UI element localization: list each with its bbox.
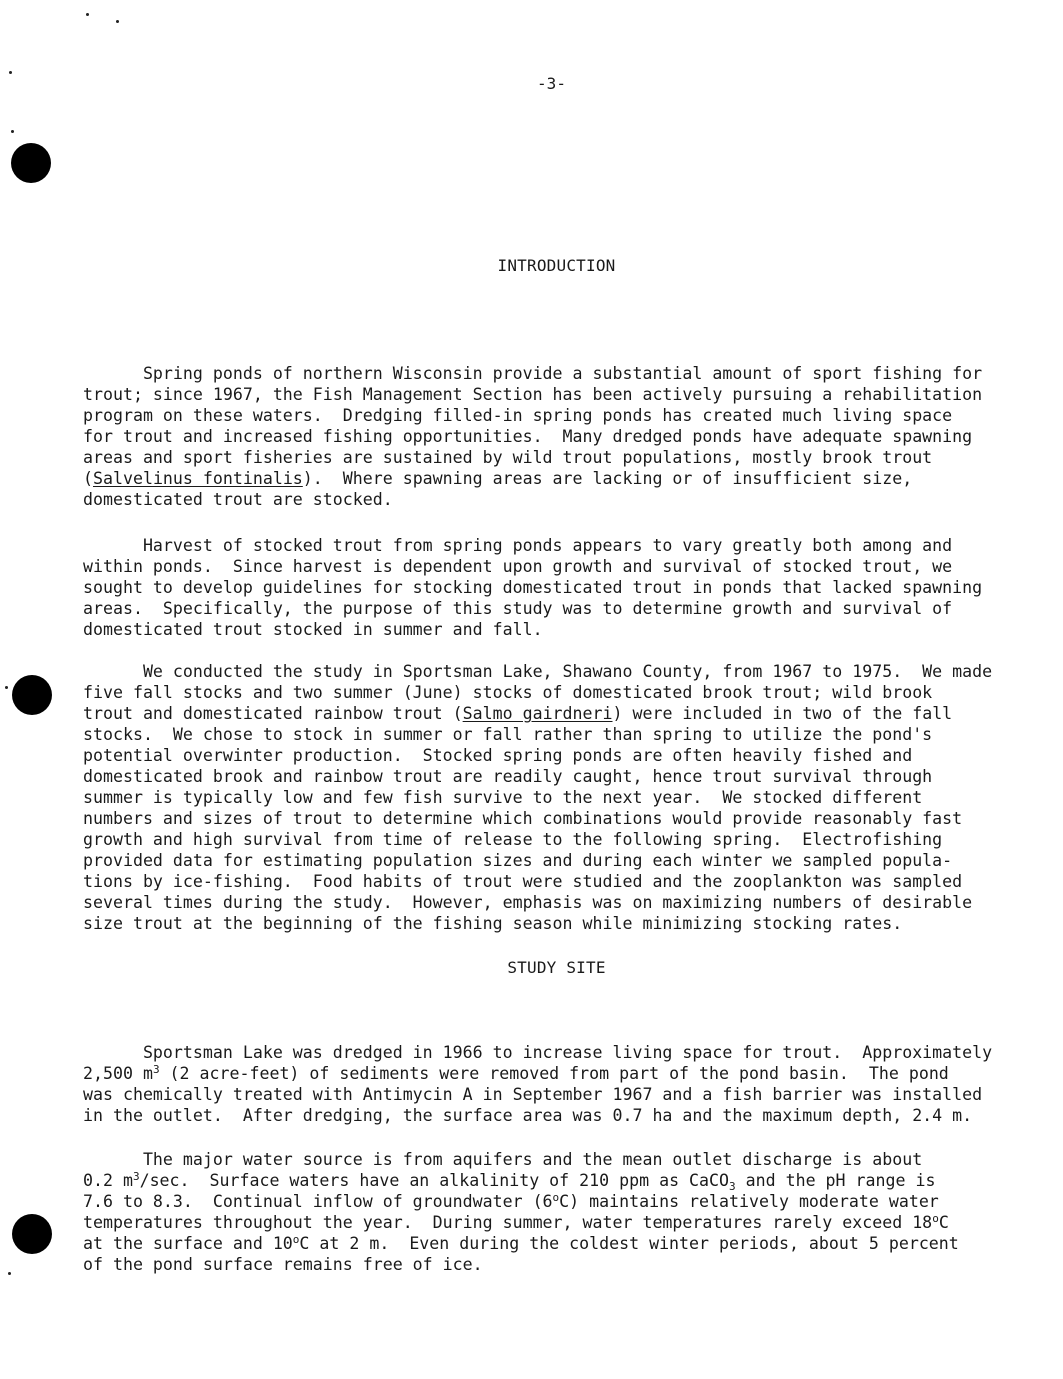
text-line: Harvest of stocked trout from spring ponds appears to vary greatly both among and [83,536,953,555]
text-line: program on these waters. Dredging filled-in spring ponds has created much living space [83,406,953,425]
text-line: potential overwinter production. Stocked spring ponds are often heavily fished and [83,746,913,765]
text-line-species: trout and domesticated rainbow trout (Salmo gairdneri) were included in two of the fall [83,704,953,723]
punch-hole [12,675,52,715]
text-line [83,1170,1048,1191]
study-site-paragraph-2 [83,1128,1048,1275]
scan-speck [86,13,89,16]
text-line: in the outlet. After dredging, the surface area was 0.7 ha and the maximum depth, 2.4 m. [83,1106,973,1125]
text-run: at the surface and 10 [83,1234,293,1253]
text-line [83,1063,1048,1084]
text-run: C [938,1213,949,1232]
punch-hole [11,143,51,183]
superscript: 3 [152,1063,160,1076]
text-run: C at 2 m. Even during the coldest winter periods, about 5 percent [299,1234,959,1253]
text-run: /sec. Surface waters have an alkalinity of 210 ppm as CaCO [139,1171,730,1190]
scan-speck [8,1272,11,1275]
text-run: temperatures throughout the year. During summer, water temperatures rarely exceed 18 [83,1213,933,1232]
species-name: Salmo gairdneri [462,704,613,723]
intro-paragraph-1 [83,342,1048,510]
superscript: 3 [132,1170,140,1183]
species-name: Salvelinus fontinalis [93,469,303,488]
text-run: 2,500 m [83,1064,153,1083]
section-heading-study-site: STUDY SITE [507,958,606,977]
text-line: size trout at the beginning of the fishing season while minimizing stocking rates. [83,914,903,933]
text-run: C) maintains relatively moderate water [559,1192,939,1211]
text-line: domesticated brook and rainbow trout are readily caught, hence trout survival through [83,767,933,786]
text-line: areas. Specifically, the purpose of this study was to determine growth and survival of [83,599,953,618]
text-line: five fall stocks and two summer (June) stocks of domesticated brook trout; wild brook [83,683,933,702]
text-run: (2 acre-feet) of sediments were removed from part of the pond basin. The pond [159,1064,949,1083]
text-line: Spring ponds of northern Wisconsin provide a substantial amount of sport fishing for [83,364,983,383]
text-line: sought to develop guidelines for stocking domesticated trout in ponds that lacked spawning [83,578,983,597]
section-heading-introduction: INTRODUCTION [497,256,616,275]
superscript: o [932,1212,939,1225]
scan-speck [5,686,8,689]
study-site-paragraph-1 [83,1021,1048,1126]
text-line: several times during the study. However, emphasis was on maximizing numbers of desirable [83,893,973,912]
text-run: 0.2 m [83,1171,133,1190]
text-line: We conducted the study in Sportsman Lake, Shawano County, from 1967 to 1975. We made [83,662,993,681]
text-line: areas and sport fisheries are sustained by wild trout populations, mostly brook trout [83,448,933,467]
text-line [83,1191,1048,1212]
text-line: numbers and sizes of trout to determine which combinations would provide reasonably fast [83,809,963,828]
text-run: and the pH range is [735,1171,936,1190]
superscript: o [292,1233,300,1246]
text-line: provided data for estimating population sizes and during each winter we sampled popula- [83,851,953,870]
text-line: summer is typically low and few fish survive to the next year. We stocked different [83,788,923,807]
text-line: was chemically treated with Antimycin A in September 1967 and a fish barrier was installed [83,1085,983,1104]
text-line [83,1233,1048,1254]
scan-speck [11,130,14,133]
text-line: Sportsman Lake was dredged in 1966 to increase living space for trout. Approximately [83,1043,993,1062]
text-line: trout; since 1967, the Fish Management Section has been actively pursuing a rehabilitation [83,385,983,404]
intro-paragraph-2 [83,514,1048,640]
scan-speck [116,20,119,23]
text-run: 7.6 to 8.3. Continual inflow of groundwater (6 [83,1192,553,1211]
text-line: of the pond surface remains free of ice. [83,1255,483,1274]
page-number: -3- [537,74,566,93]
text-line: within ponds. Since harvest is dependent upon growth and survival of stocked trout, we [83,557,953,576]
text-line: growth and high survival from time of release to the following spring. Electrofishing [83,830,943,849]
superscript: o [552,1191,560,1204]
text-line: domesticated trout stocked in summer and fall. [83,620,543,639]
text-line: tions by ice-fishing. Food habits of trout were studied and the zooplankton was sampled [83,872,963,891]
text-line: The major water source is from aquifers and the mean outlet discharge is about [83,1150,923,1169]
text-line: for trout and increased fishing opportunities. Many dredged ponds have adequate spawning [83,427,973,446]
punch-hole [12,1214,52,1254]
text-line: stocks. We chose to stock in summer or fall rather than spring to utilize the pond's [83,725,933,744]
intro-paragraph-3 [83,640,1048,934]
text-line-species: (Salvelinus fontinalis). Where spawning areas are lacking or of insufficient size, [83,469,913,488]
text-line [83,1212,1048,1233]
text-line: domesticated trout are stocked. [83,490,393,509]
subscript: 3 [729,1180,736,1193]
